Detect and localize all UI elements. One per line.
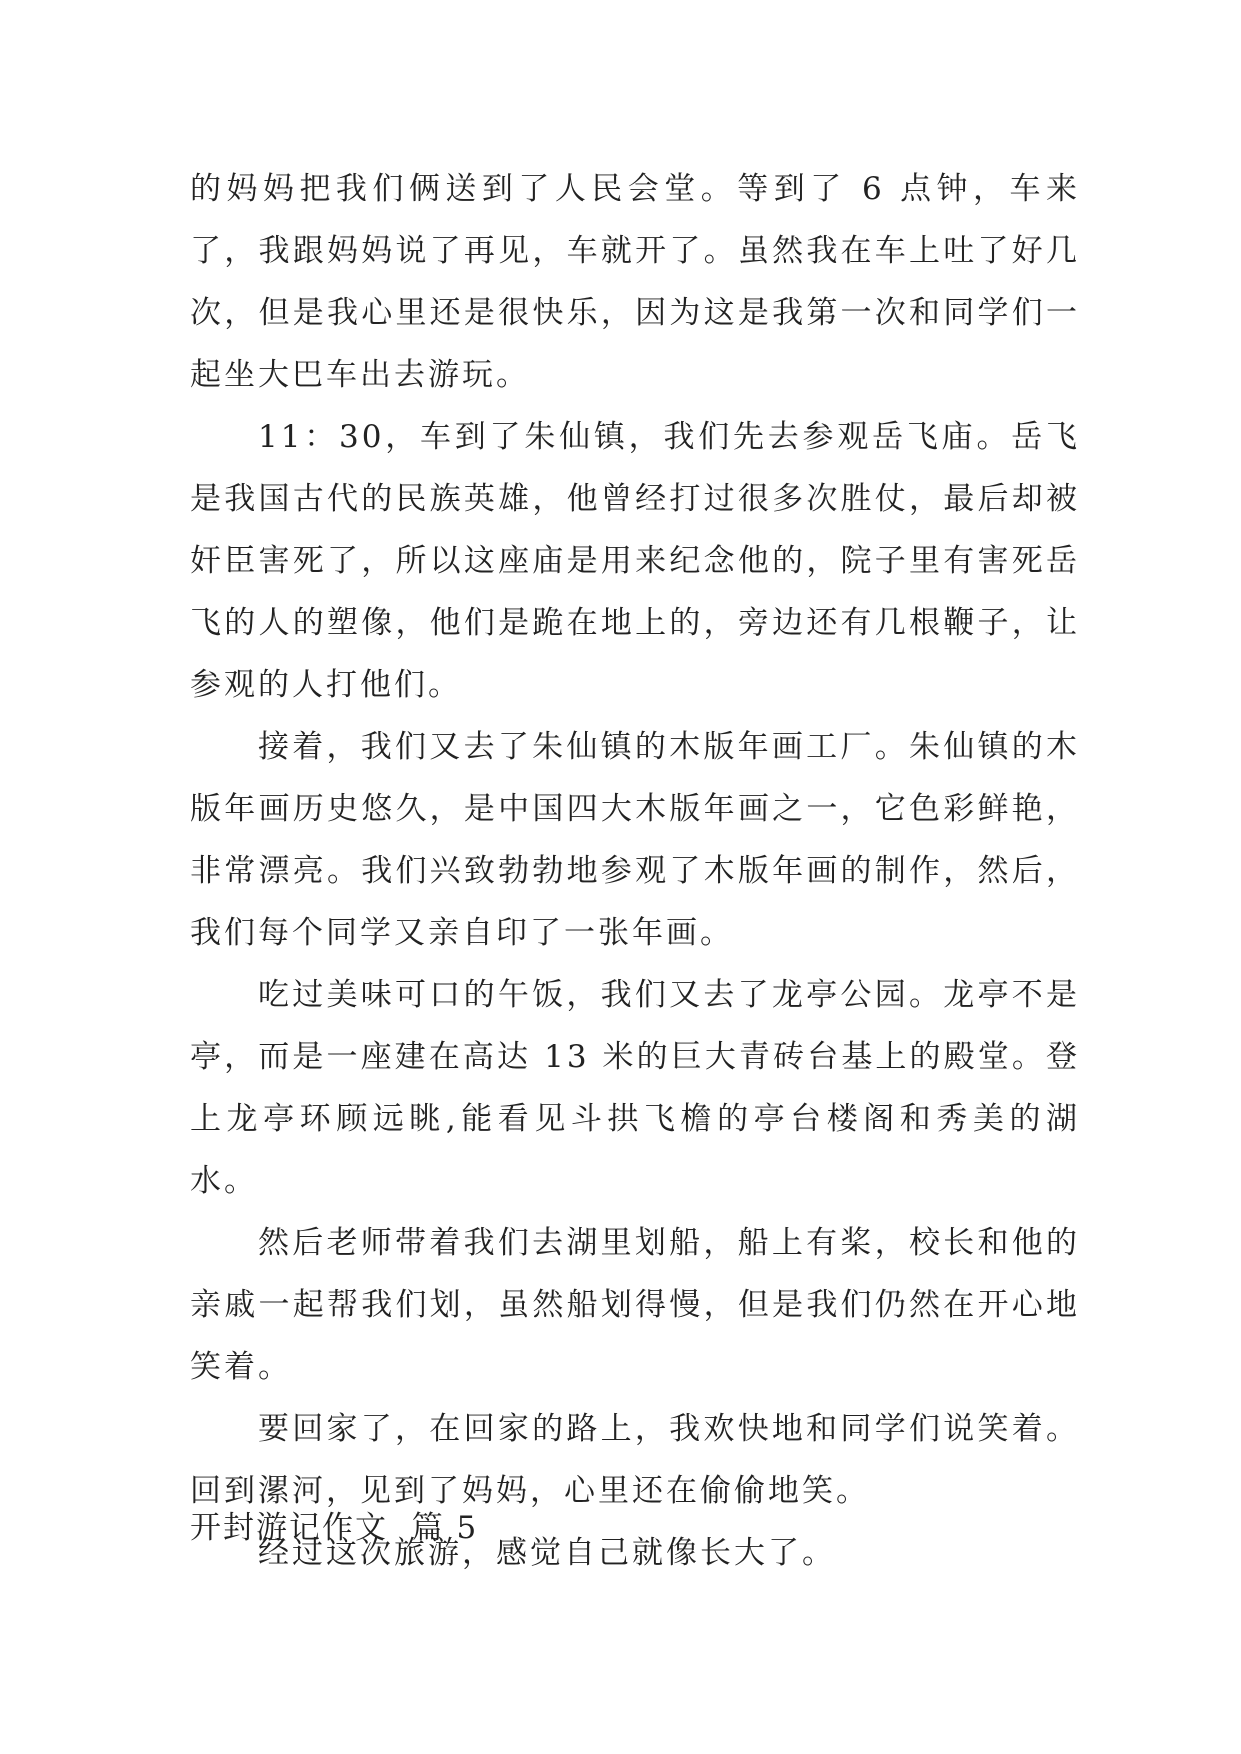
paragraph-3: 接着，我们又去了朱仙镇的木版年画工厂。朱仙镇的木版年画历史悠久，是中国四大木版年画之一，它色彩鲜艳，非常漂亮。我们兴致勃勃地参观了木版年画的制作，然后，我们每个同学又亲自印了一张年画。 bbox=[190, 729, 1080, 951]
section-heading: 开封游记作文 篇 5 bbox=[190, 1510, 479, 1546]
paragraph-4: 吃过美味可口的午饭，我们又去了龙亭公园。龙亭不是亭，而是一座建在高达 13 米的巨大青砖台基上的殿堂。登上龙亭环顾远眺,能看见斗拱飞檐的亭台楼阁和秀美的湖水。 bbox=[190, 977, 1080, 1199]
paragraph-2: 11：30，车到了朱仙镇，我们先去参观岳飞庙。岳飞是我国古代的民族英雄，他曾经打过很多次胜仗，最后却被奸臣害死了，所以这座庙是用来纪念他的，院子里有害死岳飞的人的塑像，他们是跪在地上的，旁边还有几根鞭子，让参观的人打他们。 bbox=[190, 419, 1080, 703]
paragraph-6: 要回家了，在回家的路上，我欢快地和同学们说笑着。回到漯河，见到了妈妈，心里还在偷偷地笑。 bbox=[190, 1411, 1080, 1509]
paragraph-5: 然后老师带着我们去湖里划船，船上有桨，校长和他的亲戚一起帮我们划，虽然船划得慢，但是我们仍然在开心地笑着。 bbox=[190, 1225, 1080, 1385]
paragraph-1: 的妈妈把我们俩送到了人民会堂。等到了 6 点钟，车来了，我跟妈妈说了再见，车就开了。虽然我在车上吐了好几次，但是我心里还是很快乐，因为这是我第一次和同学们一起坐大巴车出去游玩。 bbox=[190, 171, 1080, 393]
document-body bbox=[190, 158, 1080, 1584]
paragraph-7: 经过这次旅游，感觉自己就像长大了。 bbox=[258, 1535, 836, 1571]
